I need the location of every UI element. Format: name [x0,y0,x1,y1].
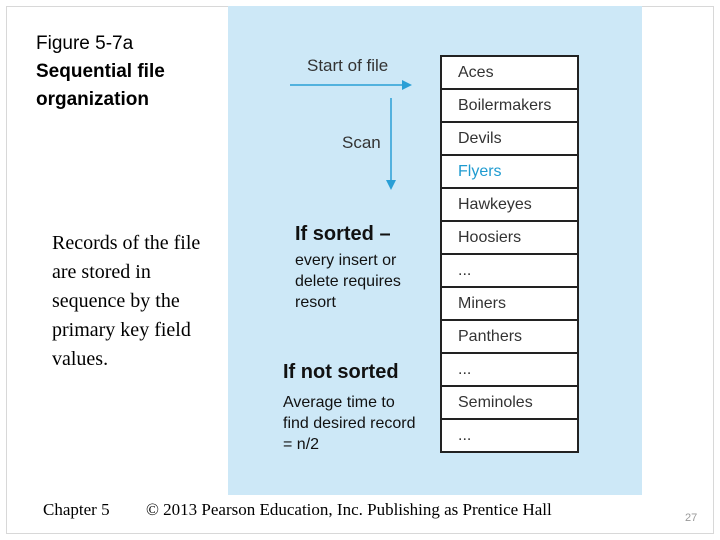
record-list [440,55,579,453]
footer-copyright: © 2013 Pearson Education, Inc. Publishing as Prentice Hall [146,500,552,519]
sorted-line: resort [295,294,336,311]
unsorted-line: = n/2 [283,436,320,453]
record-cell: Aces [442,57,577,88]
record-cell: Miners [442,288,577,319]
scan-label: Scan [342,133,381,152]
record-cell: ... [442,420,577,451]
unsorted-line: find desired record [283,415,416,432]
description-text: Records of the file are stored in sequence by the primary key field values. [52,232,201,370]
record-cell: Flyers [442,156,577,187]
scan-arrow-head [386,180,396,190]
figure-title-line2: organization [36,89,149,110]
footer-chapter: Chapter 5 [43,500,110,519]
start-arrow-head [402,80,412,90]
figure-number: Figure 5-7a [36,33,134,54]
record-cell: Panthers [442,321,577,352]
page-number: 27 [685,512,698,524]
unsorted-body [283,392,416,455]
record-cell: ... [442,255,577,286]
sorted-body [295,250,401,313]
record-cell: Boilermakers [442,90,577,121]
sorted-heading: If sorted – [295,223,391,245]
sorted-line: every insert or [295,252,397,269]
record-cell: Hawkeyes [442,189,577,220]
record-cell: Devils [442,123,577,154]
sorted-line: delete requires [295,273,401,290]
record-cell: Hoosiers [442,222,577,253]
figure-title-line1: Sequential file [36,61,165,82]
start-of-file-label: Start of file [307,56,389,75]
record-cell: Seminoles [442,387,577,418]
unsorted-heading: If not sorted [283,361,399,383]
unsorted-line: Average time to [283,394,395,411]
record-cell: ... [442,354,577,385]
